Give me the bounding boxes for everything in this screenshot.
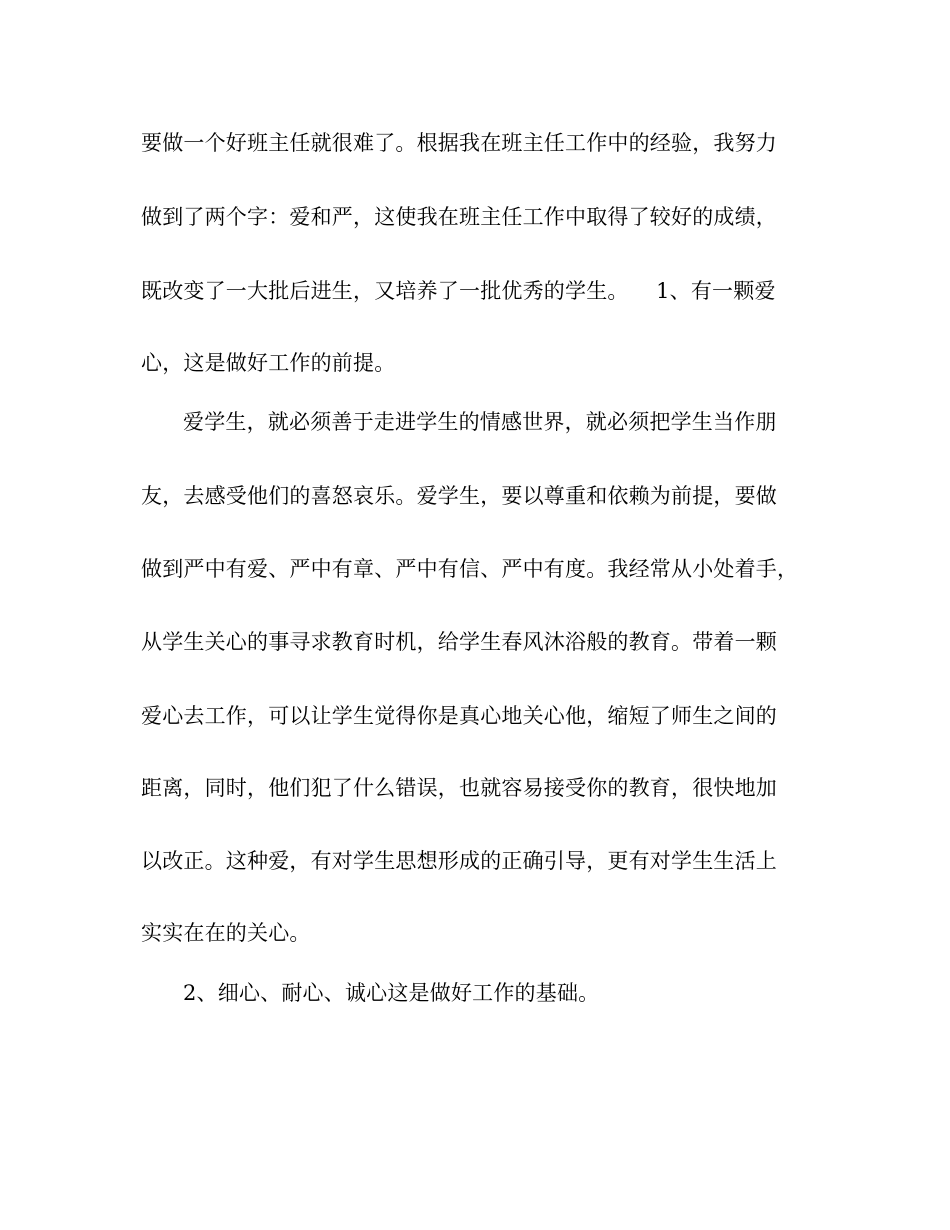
section-heading: 2、细心、耐心、诚心这是做好工作的基础。 [183,981,600,1005]
paragraph-first-line: 爱学生，就必须善于走进学生的情感世界，就必须把学生当作朋 [183,410,777,434]
text-line-3: 既改变了一大批后进生，又培养了一批优秀的学生。 1、有一颗爱 [141,279,776,303]
text-line-7: 做到严中有爱、严中有章、严中有信、严中有度。我经常从小处着手， [141,557,799,581]
text-line-9: 爱心去工作，可以让学生觉得你是真心地关心他，缩短了师生之间的 [141,704,777,728]
text-line-1: 要做一个好班主任就很难了。根据我在班主任工作中的经验，我努力 [141,131,777,155]
text-line-2: 做到了两个字：爱和严，这使我在班主任工作中取得了较好的成绩， [141,205,777,229]
text-line-10: 距离，同时，他们犯了什么错误，也就容易接受你的教育，很快地加 [141,776,777,800]
text-line-12: 实实在在的关心。 [141,921,311,945]
text-line-6: 友，去感受他们的喜怒哀乐。爱学生，要以尊重和依赖为前提，要做 [141,484,777,508]
text-line-4: 心，这是做好工作的前提。 [141,351,396,375]
text-line-8: 从学生关心的事寻求教育时机，给学生春风沐浴般的教育。带着一颗 [141,630,777,654]
text-line-11: 以改正。这种爱，有对学生思想形成的正确引导，更有对学生生活上 [141,849,777,873]
